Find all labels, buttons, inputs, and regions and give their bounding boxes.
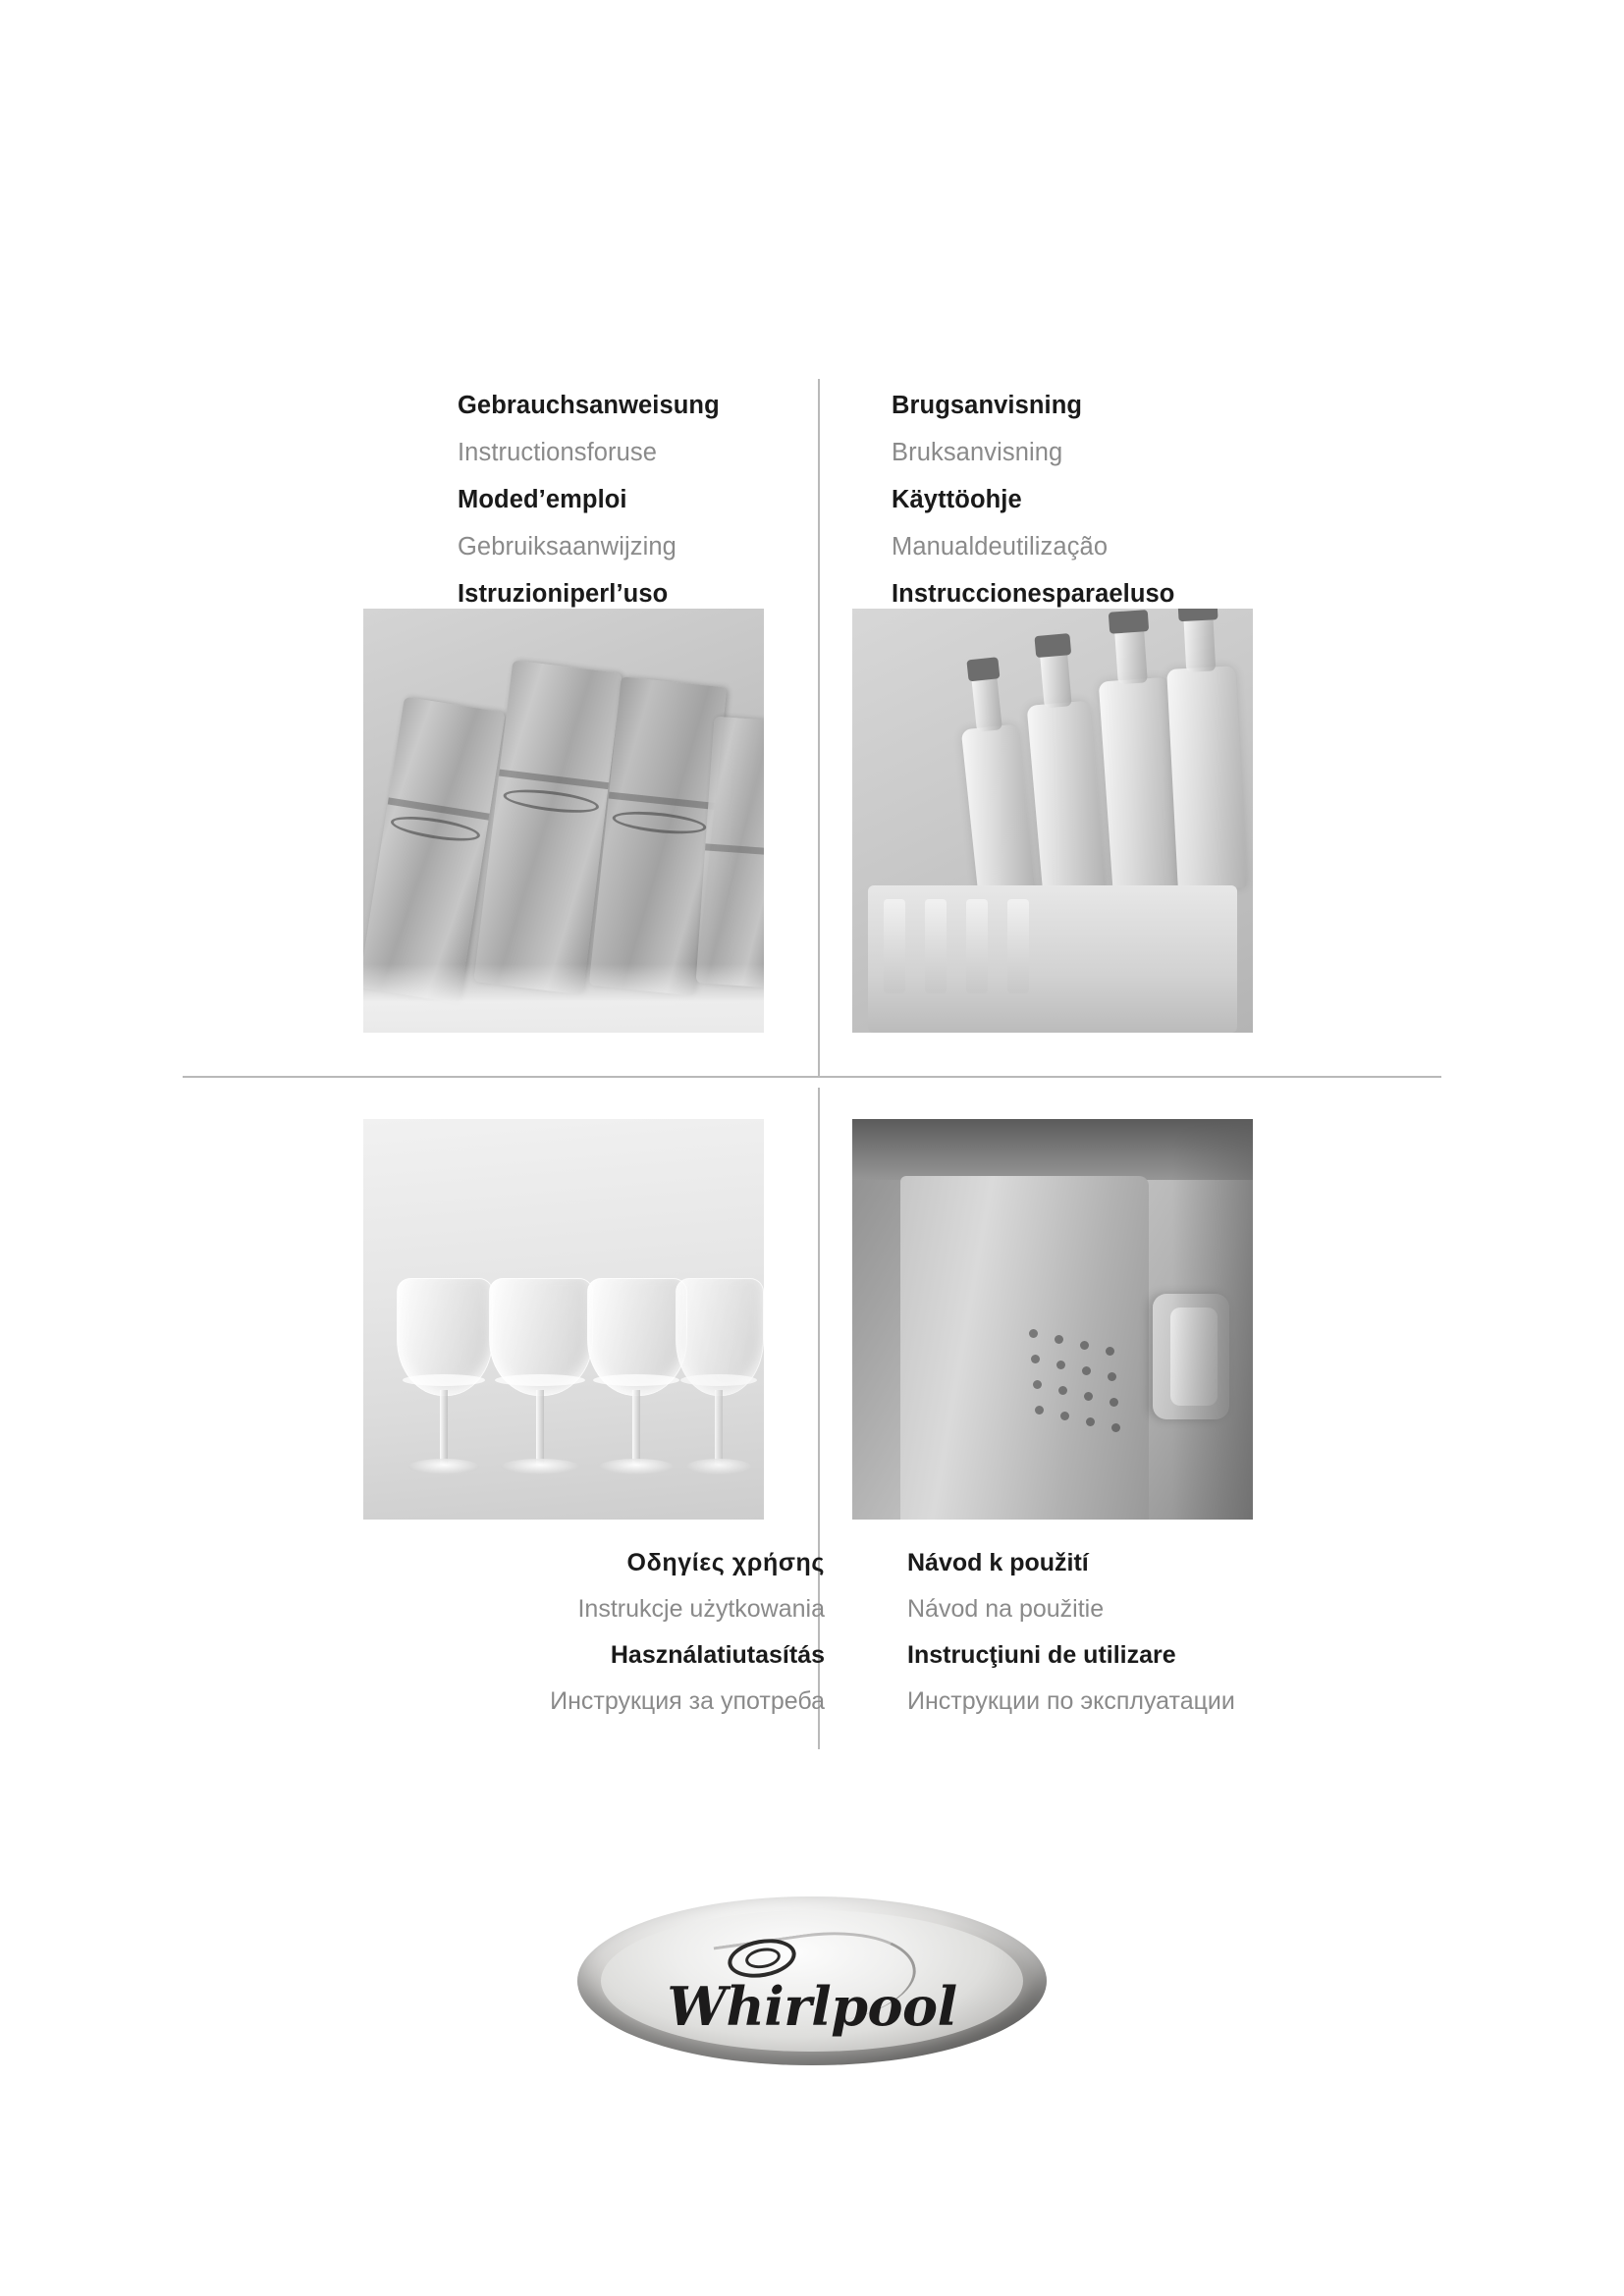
language-line-pt: Manualdeutilização <box>892 533 1109 561</box>
bottom-language-block <box>412 1543 1361 1722</box>
bottom-language-column-left <box>412 1543 866 1722</box>
language-line-de: Gebrauchsanweisung <box>458 392 720 419</box>
top-language-column-right <box>856 385 1255 614</box>
language-line-en: Instructionsforuse <box>458 439 658 466</box>
language-line-cs: Návod k použití <box>907 1549 1089 1576</box>
photo-wine-glasses <box>363 1119 764 1520</box>
language-line-fi: Käyttöohje <box>892 486 1022 513</box>
language-line-sv: Bruksanvisning <box>892 439 1063 466</box>
logo-ellipse-icon <box>577 1896 1047 2065</box>
language-line-el: Οδηγίες χρήσης <box>626 1549 825 1576</box>
language-line-bg: Инструкция за употреба <box>550 1687 825 1715</box>
language-line-es: Instruccionesparaeluso <box>892 580 1175 608</box>
photo-appliance-detail <box>852 1119 1253 1520</box>
language-line-pl: Instrukcje użytkowania <box>577 1595 825 1623</box>
language-line-it: Istruzioniperl’uso <box>458 580 669 608</box>
photo-clothes-pegs <box>363 609 764 1033</box>
language-line-hu: Használatiutasítás <box>610 1641 825 1669</box>
language-line-fr: Moded’emploi <box>458 486 627 513</box>
top-language-column-left <box>458 385 856 614</box>
language-line-sk: Návod na použitie <box>907 1595 1105 1623</box>
vertical-divider-top <box>818 379 820 1078</box>
language-line-nl: Gebruiksaanwijzing <box>458 533 677 561</box>
brand-logo <box>577 1896 1047 2065</box>
bottle-rack <box>868 885 1236 1033</box>
language-line-ro: Instrucţiuni de utilizare <box>907 1641 1176 1669</box>
bottom-language-column-right <box>866 1543 1320 1722</box>
logo-wordmark: Whirlpool <box>667 1975 957 2039</box>
horizontal-divider <box>183 1076 1441 1078</box>
top-language-block <box>458 385 1263 614</box>
drum-perforations <box>1029 1329 1145 1447</box>
photo-bottles <box>852 609 1253 1033</box>
language-line-ru: Инструкции по эксплуатации <box>907 1687 1235 1715</box>
language-line-da: Brugsanvisning <box>892 392 1083 419</box>
